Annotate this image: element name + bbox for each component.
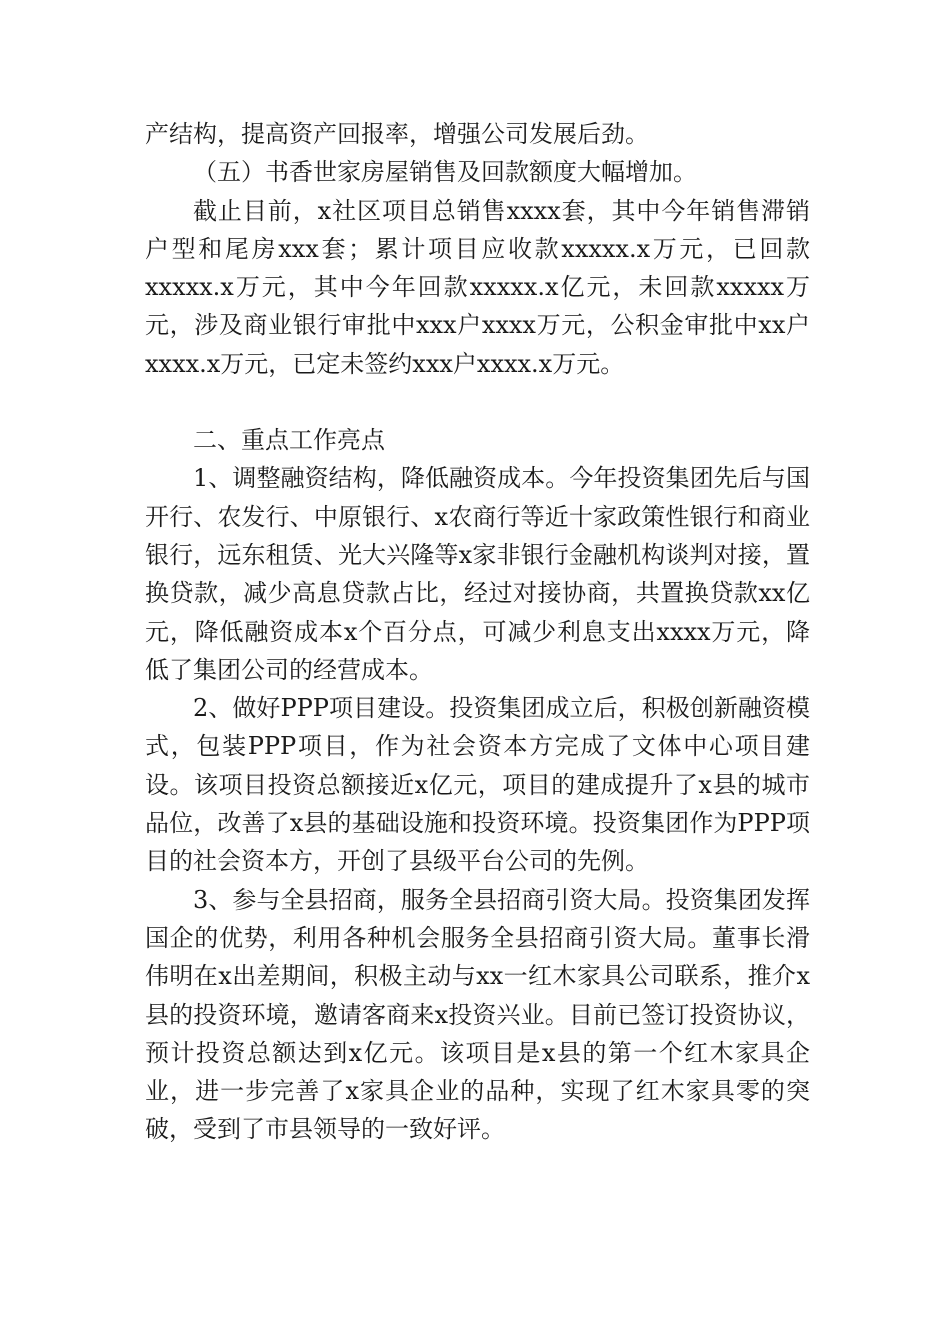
subsection-heading-5: （五）书香世家房屋销售及回款额度大幅增加。 <box>193 158 697 187</box>
paragraph-item-3: 3、参与全县招商，服务全县招商引资大局。投资集团发挥国企的优势，利用各种机会服务全县招商引资大局。董事长滑伟明在x出差期间，积极主动与xx一红木家具公司联系，推介x县的投资环境，邀请客商来x投资兴业。目前已签订投资协议，预计投资总额达到x亿元。该项目是x县的第一个红木家具企业，进一步完善了x家具企业的品种，实现了红木家具零的突破，受到了市县领导的一致好评。 <box>145 885 810 1144</box>
document-body <box>145 115 810 1149</box>
section-heading-highlights: 二、重点工作亮点 <box>193 426 385 455</box>
paragraph-sales: 截止目前，x社区项目总销售xxxx套，其中今年销售滞销户型和尾房xxx套；累计项目应收款xxxxx.x万元，已回款xxxxx.x万元，其中今年回款xxxxx.x亿元，未回款xxxxx万元，涉及商业银行审批中xxx户xxxx万元，公积金审批中xx户xxxx.x万元，已定未签约xxx户xxxx.x万元。 <box>145 196 810 378</box>
paragraph-item-1: 1、调整融资结构，降低融资成本。今年投资集团先后与国开行、农发行、中原银行、x农商行等近十家政策性银行和商业银行，远东租赁、光大兴隆等x家非银行金融机构谈判对接，置换贷款，减少高息贷款占比，经过对接协商，共置换贷款xx亿元，降低融资成本x个百分点，可减少利息支出xxxx万元，降低了集团公司的经营成本。 <box>145 464 810 684</box>
paragraph-continuation: 产结构，提高资产回报率，增强公司发展后劲。 <box>145 120 649 148</box>
blank-line <box>145 383 810 421</box>
paragraph-item-2: 2、做好PPP项目建设。投资集团成立后，积极创新融资模式，包装PPP项目，作为社会资本方完成了文体中心项目建设。该项目投资总额接近x亿元，项目的建成提升了x县的城市品位，改善了x县的基础设施和投资环境。投资集团作为PPP项目的社会资本方，开创了县级平台公司的先例。 <box>145 694 810 876</box>
